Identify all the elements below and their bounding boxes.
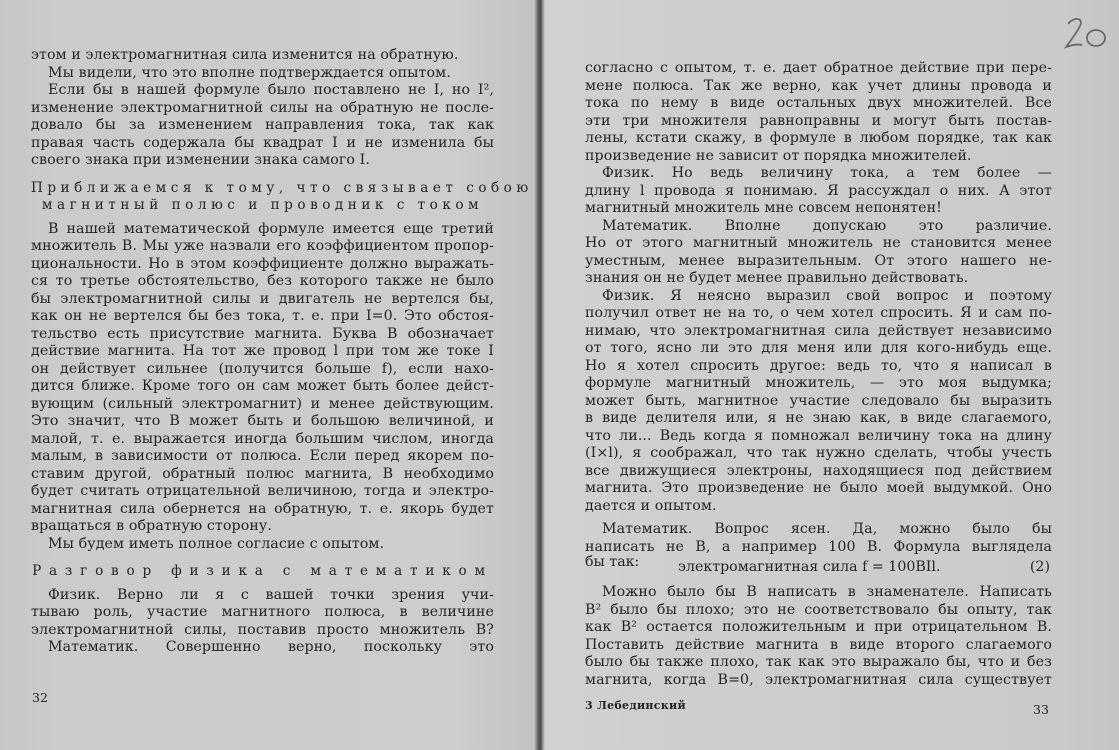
text-line: как B² остается положительным и при отрицательном B. xyxy=(585,619,1052,635)
text-line: Мы видели, что это вполне подтверждается опытом. xyxy=(48,64,451,81)
text-line: будет считать отрицательной величиною, тогда и электро- xyxy=(31,483,494,499)
text-line: тельство есть присутствие магнита. Буква B обозначает xyxy=(31,325,494,342)
text-line: в виде делителя или, я не знаю как, в виде слагаемого, xyxy=(585,410,1052,426)
text-line: Физик. Но ведь величину тока, а тем более — xyxy=(602,165,1052,181)
text-line: действие магнита. На тот же провод l при том же токе I xyxy=(31,343,494,359)
text-line: Это значит, что B может быть и большою величиной, и xyxy=(31,413,494,429)
section-heading: магнитный полюс и проводник с током xyxy=(41,197,484,213)
text-line: В нашей математической формуле имеется еще третий xyxy=(48,220,494,237)
text-line: от того, ясно ли это для меня или для кого-нибудь еще. xyxy=(585,340,1052,356)
text-line: магнита. Это произведение не было моей выдумкой. Оно xyxy=(585,480,1052,496)
text-line: лены, кстати скажу, в формуле в любом порядке, так как xyxy=(585,130,1052,146)
left-page-text xyxy=(31,47,533,657)
text-line: Физик. Верно ли я с вашей точки зрения учи- xyxy=(48,586,494,603)
formula-block xyxy=(585,556,1052,578)
section-heading: Разговор физика с математиком xyxy=(32,563,493,579)
page-number: 32 xyxy=(32,690,48,705)
text-line: эти три множителя равноправны и могут быть постав- xyxy=(585,112,1052,129)
text-line: дается и опытом. xyxy=(585,497,717,514)
text-line: получил ответ не на то, о чем хотел спросить. Я и сам по- xyxy=(585,305,1052,321)
text-line: знания он не будет менее правильно действовать. xyxy=(585,270,969,286)
text-line: малым, в зависимости от полюса. Если перед якорем по- xyxy=(31,448,494,464)
text-line: магнитный множитель мне совсем непонятен! xyxy=(585,200,942,216)
text-line: тываю роль, участие магнитного полюса, в величине xyxy=(31,604,494,620)
text-line: Но я хотел спросить другое: ведь то, что я написал в xyxy=(585,357,1052,374)
text-line: Но от этого магнитный множитель не становится менее xyxy=(585,235,1052,251)
text-line: малой, т. е. выражается иногда большим числом, иногда xyxy=(31,430,494,447)
page-number: 33 xyxy=(1033,702,1049,717)
text-line: Мы будем иметь полное согласие с опытом. xyxy=(48,535,385,552)
text-line: длину l провода я понимаю. Я рассуждал о них. А этот xyxy=(585,182,1052,199)
text-line: ся то третье обстоятельство, без которого также не было xyxy=(31,273,494,289)
text-line: все движущиеся электроны, находящиеся под действием xyxy=(585,462,1052,479)
text-line: бы электромагнитной силы и двигатель не вертелся бы, xyxy=(31,290,494,307)
text-line: согласно с опытом, т. е. дает обратное действие при пере- xyxy=(585,60,1052,76)
text-line: нимаю, что электромагнитная сила действует независимо xyxy=(585,322,1052,339)
spacer xyxy=(31,170,494,180)
text-line: этом и электромагнитная сила изменится на обратную. xyxy=(31,47,459,63)
text-line: B² было бы плохо; это не соответствовало бы опыту, так xyxy=(585,601,1052,618)
text-line: циональности. Но в этом коэффициенте должно выражать- xyxy=(31,255,494,272)
text-line: было бы также плохо, так как это выражало бы, что и без xyxy=(585,654,1052,670)
text-line: формуле магнитный множитель, — это моя выдумка; xyxy=(585,375,1052,391)
text-line: Можно было бы B написать в знаменателе. Написать xyxy=(602,584,1052,600)
text-line: множитель B. Мы уже назвали его коэффициентом пропор- xyxy=(31,238,494,254)
handwritten-page-note xyxy=(1060,14,1110,54)
text-line: магнитная сила обернется на обратную, т. е. якорь будет xyxy=(31,500,494,517)
text-line: как он не вертелся бы без тока, т. е. при I=0. Это обстоя- xyxy=(31,308,494,324)
text-line: тока по нему в виде остальных двух множителей. Все xyxy=(585,95,1052,111)
text-line: произведение не зависит от порядка множителей. xyxy=(585,147,972,164)
text-line: уместным, менее выразительным. От этого нашего не- xyxy=(585,252,1052,269)
text-line: довало бы за изменением направления тока, так как xyxy=(31,117,494,133)
equation-number: (2) xyxy=(1029,559,1050,575)
text-line: Если бы в нашей формуле было поставлено не I, но I², xyxy=(48,82,494,98)
text-line: вующим (сильный электромагнит) и менее действующим. xyxy=(31,395,494,412)
section-heading: Приближаемся к тому, что связывает собою xyxy=(31,179,533,196)
text-line: правая часть содержала бы квадрат I и не изменила бы xyxy=(31,134,494,151)
text-line: бы так: xyxy=(585,554,640,570)
text-line: вращаться в обратную сторону. xyxy=(31,518,272,534)
text-line: ставим другой, обратный полюс магнита, B необходимо xyxy=(31,465,494,482)
text-line: изменение электромагнитной силы на обратную не после- xyxy=(31,99,494,116)
text-line: электромагнитной силы, поставив просто множитель B? xyxy=(31,621,494,638)
formula: электромагнитная сила f = 100BIl. xyxy=(678,559,941,575)
text-line: (I×l), я соображал, что так нужно сделать, чтобы учесть xyxy=(585,445,1052,461)
text-line: мене полюса. Так же верно, как учет длины провода и xyxy=(585,77,1052,94)
text-line: что ли... Ведь когда я помножал величину тока на длину xyxy=(585,427,1052,444)
text-line: магнита, когда B=0, электромагнитная сила существует xyxy=(585,671,1052,688)
right-page-text xyxy=(585,60,1052,689)
text-line: Математик. Вопрос ясен. Да, можно было бы xyxy=(602,521,1052,537)
text-line: Поставить действие магнита в виде второго слагаемого xyxy=(585,636,1052,653)
signature-mark: 3 Лебединский xyxy=(585,699,686,712)
book-gutter xyxy=(535,0,545,750)
text-line: может быть, магнитное участие следовало бы выразить xyxy=(585,392,1052,409)
spacer xyxy=(31,553,494,563)
text-line: своего знака при изменении знака самого I. xyxy=(31,152,370,168)
text-line: написать не B, а например 100 B. Формула выглядела xyxy=(585,538,1052,555)
text-line: Математик. Вполне допускаю это различие. xyxy=(602,217,1052,234)
text-line: Физик. Я неясно выразил свой вопрос и поэтому xyxy=(602,287,1052,304)
text-line: он действует сильнее (получится больше f), если нахо- xyxy=(31,360,494,377)
text-line: Математик. Совершенно верно, поскольку это xyxy=(48,639,494,655)
text-line: дится ближе. Кроме того он сам может быть более дейст- xyxy=(31,378,494,394)
